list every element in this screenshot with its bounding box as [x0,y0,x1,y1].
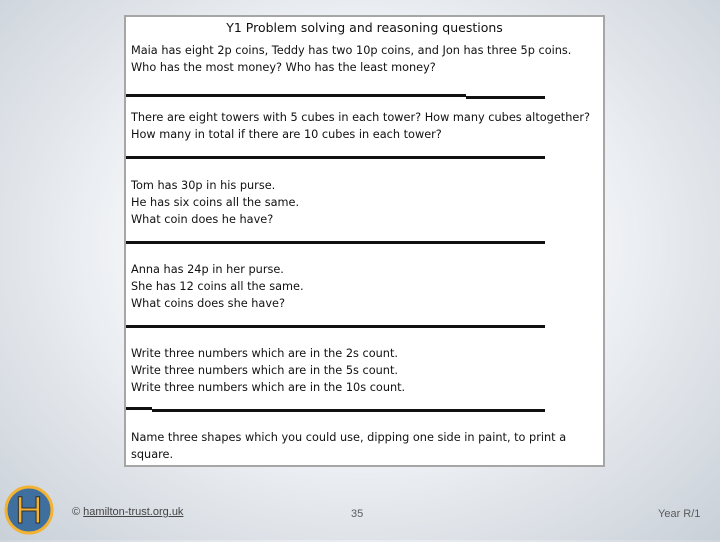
answer-line [152,409,545,412]
worksheet-title: Y1 Problem solving and reasoning questions [226,20,503,35]
copyright [72,506,183,518]
question-line: Anna has 24p in her purse. [131,263,284,276]
answer-line [126,241,545,244]
year-label: Year R/1 [658,508,701,520]
question-line: square. [131,448,174,461]
page-number: 35 [351,508,364,520]
logo-letter: H [15,490,43,532]
hamilton-logo-icon [4,483,54,537]
question-line: Write three numbers which are in the 10s count. [131,381,406,394]
question-line: Maia has eight 2p coins, Teddy has two 10p coins, and Jon has three 5p coins. [131,44,572,57]
question-5 [131,345,597,396]
question-line: Name three shapes which you could use, dipping one side in paint, to print a [131,431,567,444]
question-line: What coin does he have? [131,213,274,226]
question-line: Write three numbers which are in the 2s count. [131,347,398,360]
question-line: She has 12 coins all the same. [131,280,304,293]
question-line: Write three numbers which are in the 5s count. [131,364,398,377]
answer-line [126,94,466,97]
question-3 [131,177,597,228]
question-line: How many in total if there are 10 cubes in each tower? [131,128,442,141]
question-line: He has six coins all the same. [131,196,300,209]
copyright-symbol: © [72,506,81,518]
question-line: Who has the most money? Who has the least money? [131,61,436,74]
question-line: What coins does she have? [131,297,285,310]
answer-line [126,156,545,159]
question-line: Tom has 30p in his purse. [131,179,276,192]
question-6 [131,429,597,463]
question-2 [131,109,597,143]
worksheet [124,15,605,467]
hamilton-logo [4,483,54,537]
answer-line [126,325,545,328]
question-1 [131,42,597,76]
hamilton-trust-link[interactable]: hamilton-trust.org.uk [83,506,184,518]
question-line: There are eight towers with 5 cubes in each tower? How many cubes altogether? [131,111,590,124]
answer-line [126,407,152,410]
question-4 [131,261,597,312]
answer-line [466,96,545,99]
